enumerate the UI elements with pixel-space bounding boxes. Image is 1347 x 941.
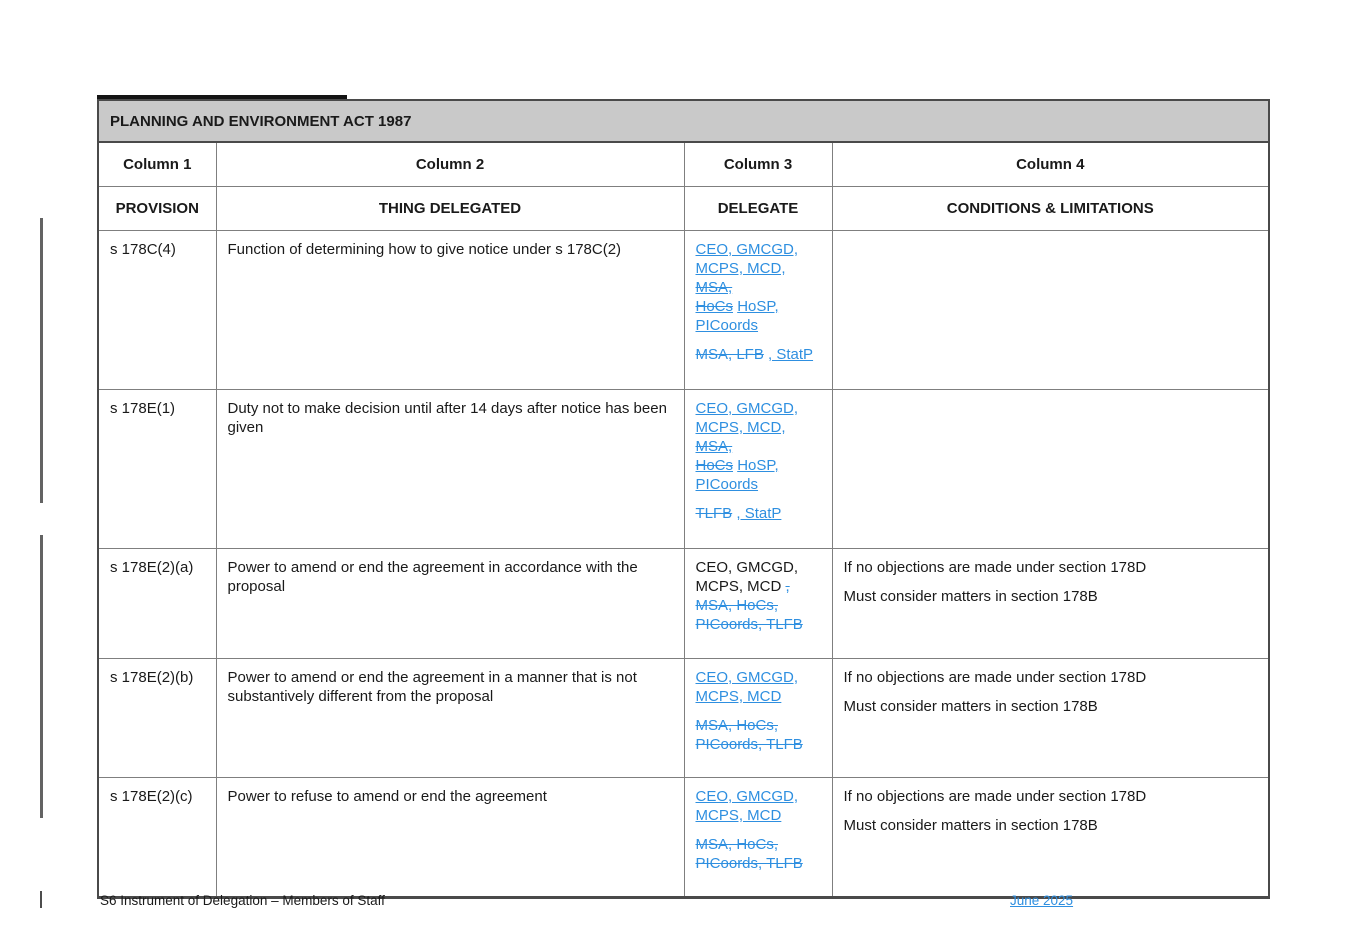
deleted-text: MSA, HoCs, — [695, 836, 779, 853]
delegate-line — [696, 259, 822, 278]
header-thing-delegated: THING DELEGATED — [216, 187, 684, 231]
inserted-text: HoSP, — [737, 298, 779, 315]
inserted-text: MCPS, MCD — [695, 688, 782, 705]
thing-delegated-cell: Function of determining how to give notice under s 178C(2) — [216, 231, 684, 390]
deleted-text: , — [785, 578, 790, 595]
column-label-1: Column 1 — [98, 142, 216, 187]
conditions-cell — [832, 778, 1269, 898]
footer-document-title: S6 Instrument of Delegation – Members of Staff — [100, 893, 385, 908]
deleted-text: PICoords, TLFB — [695, 736, 803, 753]
inserted-text: , StatP — [736, 505, 782, 522]
delegate-paragraph — [696, 787, 822, 825]
inserted-deleted-text: MSA, — [695, 438, 733, 455]
delegate-line — [696, 615, 822, 634]
inserted-deleted-text: HoCs — [695, 298, 734, 315]
delegate-cell — [684, 659, 832, 778]
tracked-change-margin-bar — [40, 218, 43, 503]
delegate-line — [696, 399, 822, 418]
delegate-paragraph — [696, 504, 822, 523]
delegate-paragraph — [696, 558, 822, 634]
provision-cell: s 178C(4) — [98, 231, 216, 390]
page-footer — [0, 892, 1347, 914]
condition-paragraph: Must consider matters in section 178B — [843, 588, 1098, 605]
deleted-text: PICoords, TLFB — [695, 616, 803, 633]
delegate-line — [696, 504, 822, 523]
delegate-line — [696, 475, 822, 494]
table-body — [98, 231, 1269, 898]
delegate-line — [696, 240, 822, 259]
header-provision: PROVISION — [98, 187, 216, 231]
delegate-paragraph — [696, 399, 822, 494]
delegate-paragraph — [696, 716, 822, 754]
delegate-cell — [684, 549, 832, 659]
conditions-cell — [832, 549, 1269, 659]
inserted-text: CEO, GMCGD, — [695, 241, 799, 258]
delegate-paragraph — [696, 240, 822, 335]
footer-date-inserted: June 2025 — [1010, 893, 1074, 908]
deleted-text: PICoords, TLFB — [695, 855, 803, 872]
delegate-line — [696, 668, 822, 687]
delegate-line — [696, 577, 822, 596]
act-title: PLANNING AND ENVIRONMENT ACT 1987 — [98, 100, 1269, 142]
inserted-text: MCPS, MCD — [695, 807, 782, 824]
text: CEO, GMCGD, — [695, 559, 799, 576]
delegate-line — [696, 735, 822, 754]
provision-cell: s 178E(2)(a) — [98, 549, 216, 659]
delegate-line — [696, 687, 822, 706]
column-header-row — [98, 187, 1269, 231]
delegation-table-wrapper — [97, 99, 1268, 899]
column-label-4: Column 4 — [832, 142, 1269, 187]
delegate-line — [696, 316, 822, 335]
delegate-line — [696, 456, 822, 475]
delegate-line — [696, 716, 822, 735]
inserted-deleted-text: HoCs — [695, 457, 734, 474]
thing-delegated-cell: Power to amend or end the agreement in a manner that is not substantively different from the proposal — [216, 659, 684, 778]
delegate-line — [696, 345, 822, 364]
condition-paragraph: Must consider matters in section 178B — [843, 698, 1098, 715]
delegate-paragraph — [696, 668, 822, 706]
provision-cell: s 178E(2)(b) — [98, 659, 216, 778]
deleted-text: MSA, HoCs, — [695, 597, 779, 614]
inserted-text: CEO, GMCGD, — [695, 400, 799, 417]
delegate-line — [696, 418, 822, 437]
inserted-text: HoSP, — [737, 457, 779, 474]
condition-paragraph: If no objections are made under section 178D — [843, 788, 1147, 805]
column-label-row — [98, 142, 1269, 187]
condition-paragraph: Must consider matters in section 178B — [843, 817, 1098, 834]
inserted-text: CEO, GMCGD, — [695, 669, 799, 686]
condition-paragraph: If no objections are made under section 178D — [843, 559, 1147, 576]
inserted-text: PICoords — [695, 476, 759, 493]
delegate-line — [696, 278, 822, 297]
delegate-line — [696, 806, 822, 825]
deleted-text: MSA, LFB — [695, 346, 764, 363]
thing-delegated-cell: Power to refuse to amend or end the agreement — [216, 778, 684, 898]
text: MCPS, MCD — [695, 578, 782, 595]
condition-paragraph: If no objections are made under section 178D — [843, 669, 1147, 686]
thing-delegated-cell: Power to amend or end the agreement in accordance with the proposal — [216, 549, 684, 659]
column-label-2: Column 2 — [216, 142, 684, 187]
provision-cell: s 178E(2)(c) — [98, 778, 216, 898]
delegate-cell — [684, 231, 832, 390]
delegate-cell — [684, 390, 832, 549]
header-conditions: CONDITIONS & LIMITATIONS — [832, 187, 1269, 231]
provision-cell: s 178E(1) — [98, 390, 216, 549]
table-row — [98, 231, 1269, 390]
conditions-cell — [832, 659, 1269, 778]
delegate-line — [696, 437, 822, 456]
delegate-line — [696, 596, 822, 615]
delegate-line — [696, 787, 822, 806]
thing-delegated-cell: Duty not to make decision until after 14 days after notice has been given — [216, 390, 684, 549]
delegate-cell — [684, 778, 832, 898]
delegate-paragraph — [696, 835, 822, 873]
inserted-text: MCPS, MCD, — [695, 260, 786, 277]
column-label-3: Column 3 — [684, 142, 832, 187]
tracked-change-margin-bar — [40, 535, 43, 818]
table-row — [98, 549, 1269, 659]
act-title-row — [98, 100, 1269, 142]
inserted-text: CEO, GMCGD, — [695, 788, 799, 805]
inserted-deleted-text: MSA, — [695, 279, 733, 296]
table-row — [98, 778, 1269, 898]
header-delegate: DELEGATE — [684, 187, 832, 231]
delegation-table — [97, 99, 1270, 899]
table-row — [98, 390, 1269, 549]
table-row — [98, 659, 1269, 778]
deleted-text: MSA, HoCs, — [695, 717, 779, 734]
deleted-text: TLFB — [695, 505, 733, 522]
delegate-line — [696, 558, 822, 577]
delegate-paragraph — [696, 345, 822, 364]
inserted-text: PICoords — [695, 317, 759, 334]
delegate-line — [696, 835, 822, 854]
inserted-text: MCPS, MCD, — [695, 419, 786, 436]
conditions-cell — [832, 231, 1269, 390]
delegate-line — [696, 854, 822, 873]
conditions-cell — [832, 390, 1269, 549]
delegate-line — [696, 297, 822, 316]
inserted-text: , StatP — [768, 346, 814, 363]
